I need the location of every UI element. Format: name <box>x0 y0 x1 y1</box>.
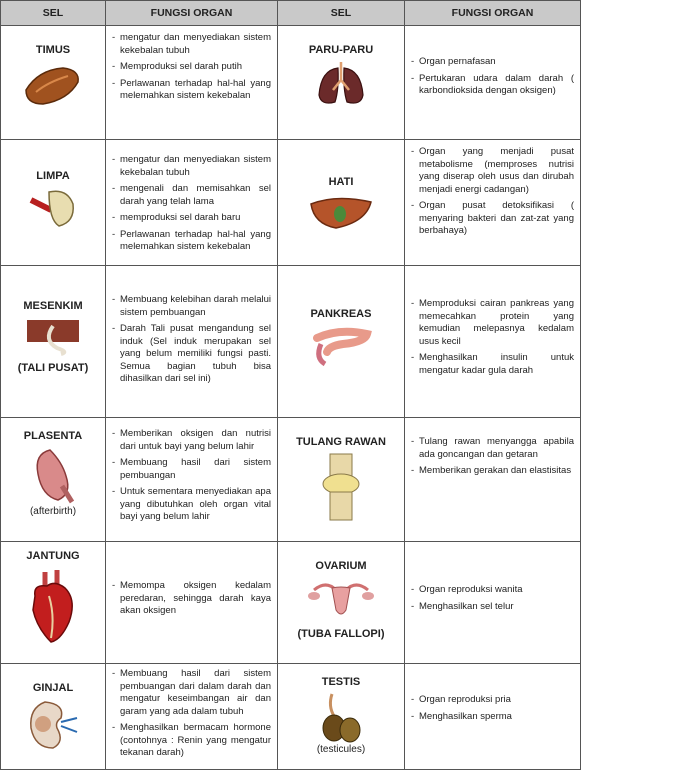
organ-subtitle: (TALI PUSAT) <box>17 362 89 374</box>
function-item: - Menghasilkan sperma <box>419 711 574 724</box>
organ-cell-pankreas <box>278 266 405 418</box>
function-item: - Perlawanan terhadap hal-hal yang melemahkan sistem kekebalan <box>120 229 271 254</box>
function-item: - Memproduksi sel darah putih <box>120 61 271 74</box>
kidney-icon <box>25 698 81 752</box>
spleen-icon <box>23 186 83 230</box>
organ-name: PANKREAS <box>310 308 372 320</box>
umbilical-cord-icon <box>23 316 83 356</box>
organ-name: OVARIUM <box>315 560 367 572</box>
organ-cell-ovarium <box>278 542 405 664</box>
function-item: - Pertukaran udara dalam darah ( karbondioksida dengan oksigen) <box>419 73 574 98</box>
header-sel-left: SEL <box>1 1 106 26</box>
function-item: - Membuang hasil dari sistem pembuangan dari dalam darah dan mengatur keseimbangan air dan garam yang ada dalam tubuh <box>120 668 271 718</box>
function-item: - Memompa oksigen kedalam peredaran, sehingga darah kaya akan oksigen <box>120 580 271 618</box>
organ-cell-ginjal <box>1 664 106 770</box>
testis-icon <box>318 692 364 744</box>
function-item: - Organ yang menjadi pusat metabolisme (memproses nutrisi yang diserap oleh usus dan dirubah menjadi energi cadangan) <box>419 146 574 196</box>
header-sel-right: SEL <box>278 1 405 26</box>
organ-cell-limpa <box>1 140 106 266</box>
header-row <box>1 1 581 26</box>
organ-subtitle: (afterbirth) <box>29 506 77 517</box>
liver-icon <box>306 192 376 232</box>
function-item: - Organ reproduksi pria <box>419 694 574 707</box>
organ-name: TESTIS <box>321 676 361 688</box>
header-fungsi-right: FUNGSI ORGAN <box>405 1 581 26</box>
function-item: - Organ reproduksi wanita <box>419 584 574 597</box>
heart-icon <box>25 566 81 646</box>
organ-cell-mesenkim <box>1 266 106 418</box>
organ-name: TIMUS <box>35 44 71 56</box>
function-item: - Menghasilkan sel telur <box>419 601 574 614</box>
table-row <box>1 140 581 266</box>
lungs-icon <box>311 60 371 110</box>
organ-name: LIMPA <box>36 170 70 182</box>
function-item: - Organ pernafasan <box>419 56 574 69</box>
table-row <box>1 26 581 140</box>
thymus-icon <box>18 60 88 108</box>
function-item: - Memberikan gerakan dan elastisitas <box>419 465 574 478</box>
ovary-icon <box>306 576 376 622</box>
function-item: - Organ pusat detoksifikasi ( menyaring bakteri dan zat-zat yang berbahaya) <box>419 200 574 238</box>
organ-cell-paru-paru <box>278 26 405 140</box>
table-row <box>1 542 581 664</box>
table-row <box>1 664 581 770</box>
function-cell <box>405 140 581 266</box>
function-cell <box>405 542 581 664</box>
function-item: - Perlawanan terhadap hal-hal yang melemahkan sistem kekebalan <box>120 78 271 103</box>
function-item: - Darah Tali pusat mengandung sel induk (Sel induk merupakan sel yang belum memiliki fungsi pasti. Semua bagian tubuh bisa dihasilkan dari sel ini) <box>120 323 271 386</box>
function-cell <box>405 664 581 770</box>
cartilage-icon <box>316 452 366 522</box>
table-row <box>1 418 581 542</box>
header-fungsi-left: FUNGSI ORGAN <box>106 1 278 26</box>
function-item: - Membuang kelebihan darah melalui sistem pembuangan <box>120 294 271 319</box>
organ-name: MESENKIM <box>23 300 83 312</box>
function-item: - mengatur dan menyediakan sistem kekebalan tubuh <box>120 32 271 57</box>
function-cell <box>106 664 278 770</box>
organ-cell-testis <box>278 664 405 770</box>
organ-subtitle: (TUBA FALLOPI) <box>297 628 385 640</box>
organ-cell-plasenta <box>1 418 106 542</box>
function-cell <box>405 266 581 418</box>
function-cell <box>405 26 581 140</box>
organ-cell-tulang-rawan <box>278 418 405 542</box>
function-item: - Tulang rawan menyangga apabila ada goncangan dan getaran <box>419 436 574 461</box>
function-item: - Memproduksi cairan pankreas yang memecahkan protein yang kemudian melepasnya kedalam usus kecil <box>419 298 574 348</box>
organ-name: PLASENTA <box>23 430 83 442</box>
placenta-icon <box>28 446 78 506</box>
pancreas-icon <box>309 324 373 368</box>
organ-subtitle: (testicules) <box>316 744 366 755</box>
function-item: - Menghasilkan insulin untuk mengatur kadar gula darah <box>419 352 574 377</box>
function-cell <box>405 418 581 542</box>
organ-cell-timus <box>1 26 106 140</box>
organ-cell-hati <box>278 140 405 266</box>
function-cell <box>106 140 278 266</box>
function-cell <box>106 418 278 542</box>
function-item: - mengenali dan memisahkan sel darah yang telah lama <box>120 183 271 208</box>
function-cell <box>106 266 278 418</box>
function-item: - Membuang hasil dari sistem pembuangan <box>120 457 271 482</box>
function-cell <box>106 542 278 664</box>
function-item: - Menghasilkan bermacam hormone (contohnya : Renin yang mengatur tekanan darah) <box>120 722 271 760</box>
function-item: - Memberikan oksigen dan nutrisi dari untuk bayi yang belum lahir <box>120 428 271 453</box>
function-item: - memproduksi sel darah baru <box>120 212 271 225</box>
function-cell <box>106 26 278 140</box>
organ-name: GINJAL <box>32 682 74 694</box>
function-item: - Untuk sementara menyediakan apa yang dibutuhkan oleh organ vital bayi yang belum lahir <box>120 486 271 524</box>
table-row <box>1 266 581 418</box>
organ-name: HATI <box>328 176 354 188</box>
organ-name: JANTUNG <box>26 550 80 562</box>
organ-name: TULANG RAWAN <box>296 436 386 448</box>
function-item: - mengatur dan menyediakan sistem kekebalan tubuh <box>120 154 271 179</box>
organ-name: PARU-PARU <box>308 44 374 56</box>
organ-cell-jantung <box>1 542 106 664</box>
